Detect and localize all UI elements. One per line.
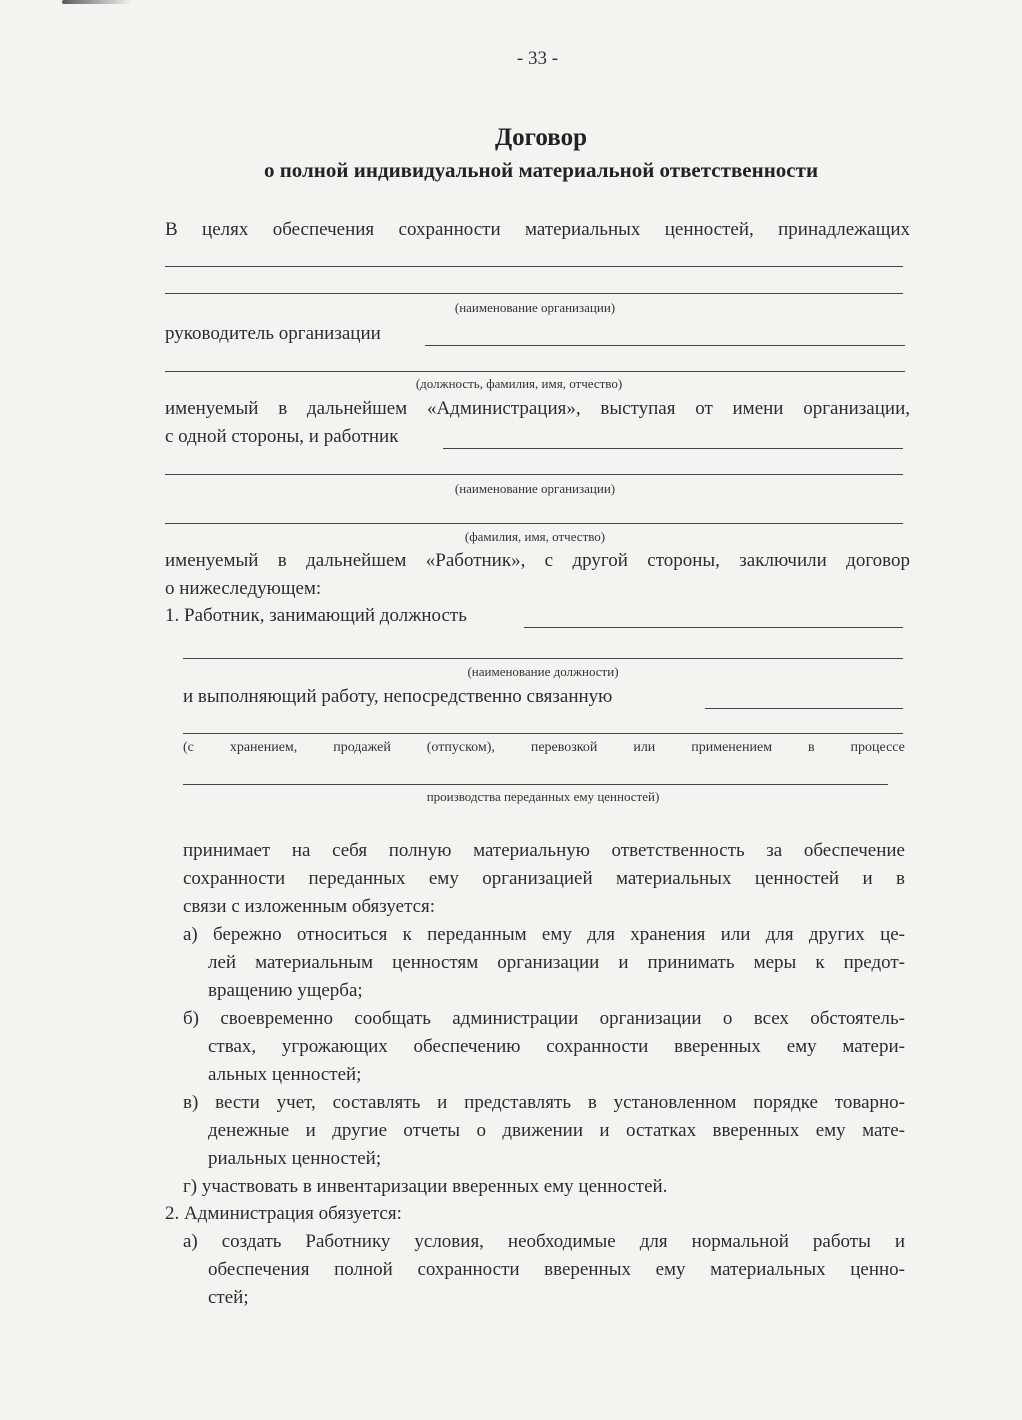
blank-line-worker-2 xyxy=(165,474,903,475)
accepts-line: связи с изложенным обязуется: xyxy=(183,896,436,917)
caption-org-name: (наименование организации) xyxy=(454,300,616,315)
blank-line-work-2 xyxy=(183,733,903,734)
obligation-v-line: в) вести учет, составлять и представлять в установленном порядке товарно- xyxy=(183,1092,905,1113)
scan-edge-mark xyxy=(62,0,132,4)
admin-obligation-a-line: а) создать Работнику условия, необходимые для нормальной работы и xyxy=(183,1231,905,1252)
obligation-b-line: альных ценностей; xyxy=(208,1064,362,1085)
obligation-g: г) участвовать в инвентаризации вверенных ему ценностей. xyxy=(183,1176,668,1197)
blank-line-head-2 xyxy=(165,371,905,372)
blank-line-fio xyxy=(165,523,903,524)
caption-org-name-2: (наименование организации) xyxy=(454,481,616,496)
document-title: Договор xyxy=(494,124,588,151)
obligation-v-line: риальных ценностей; xyxy=(208,1148,382,1169)
caption-fio: (фамилия, имя, отчество) xyxy=(464,529,606,544)
blank-line-position-2 xyxy=(183,658,903,659)
blank-line-head xyxy=(425,345,905,346)
admin-obligation-a-line: обеспечения полной сохранности вверенных ему материальных ценно- xyxy=(208,1259,905,1280)
page-number: - 33 - xyxy=(516,48,559,69)
admin-obligation-a-line: стей; xyxy=(208,1287,249,1308)
caption-production: производства переданных ему ценностей) xyxy=(426,789,660,804)
following-text: о нижеследующем: xyxy=(165,578,322,599)
caption-word: в xyxy=(807,740,815,755)
caption-storage xyxy=(183,740,905,756)
caption-word: продажей xyxy=(333,740,391,755)
caption-word: хранением, xyxy=(229,740,298,755)
caption-word: процессе xyxy=(850,740,905,755)
obligation-v-line: денежные и другие отчеты о движении и остатках вверенных ему мате- xyxy=(208,1120,905,1141)
blank-line-worker xyxy=(443,448,903,449)
named-admin-text: именуемый в дальнейшем «Администрация», выступая от имени организации, xyxy=(165,398,910,419)
blank-line-position xyxy=(524,627,903,628)
named-worker-text: именуемый в дальнейшем «Работник», с другой стороны, заключили договор xyxy=(165,550,910,571)
obligation-b-line: ствах, угрожающих обеспечению сохранности вверенных ему матери- xyxy=(208,1036,905,1057)
caption-word: (с xyxy=(183,740,194,755)
blank-line-org-1 xyxy=(165,266,903,267)
obligation-a-line: лей материальным ценностям организации и принимать меры к предот- xyxy=(208,952,905,973)
accepts-line: принимает на себя полную материальную ответственность за обеспечение xyxy=(183,840,905,861)
caption-position: (наименование должности) xyxy=(467,664,619,679)
caption-word: перевозкой xyxy=(530,740,598,755)
obligation-b-line: б) своевременно сообщать администрации организации о всех обстоятель- xyxy=(183,1008,905,1029)
caption-word: применением xyxy=(691,740,773,755)
caption-word: (отпуском), xyxy=(426,740,495,755)
document-subtitle: о полной индивидуальной материальной ответственности xyxy=(263,158,819,182)
caption-word: или xyxy=(633,740,656,755)
blank-line-org-2 xyxy=(165,293,903,294)
caption-position-name: (должность, фамилия, имя, отчество) xyxy=(415,376,623,391)
blank-line-work xyxy=(705,708,903,709)
obligation-a-line: вращению ущерба; xyxy=(208,980,363,1001)
item-1-label: 1. Работник, занимающий должность xyxy=(165,605,467,626)
work-label: и выполняющий работу, непосредственно связанную xyxy=(183,686,613,707)
obligation-a-line: а) бережно относиться к переданным ему для хранения или для других це- xyxy=(183,924,905,945)
blank-line-production xyxy=(183,784,888,785)
item-2-label: 2. Администрация обязуется: xyxy=(165,1203,402,1224)
intro-text: В целях обеспечения сохранности материальных ценностей, принадлежащих xyxy=(165,219,910,240)
accepts-line: сохранности переданных ему организацией материальных ценностей и в xyxy=(183,868,905,889)
worker-label: с одной стороны, и работник xyxy=(165,426,399,447)
head-label: руководитель организации xyxy=(165,323,381,344)
